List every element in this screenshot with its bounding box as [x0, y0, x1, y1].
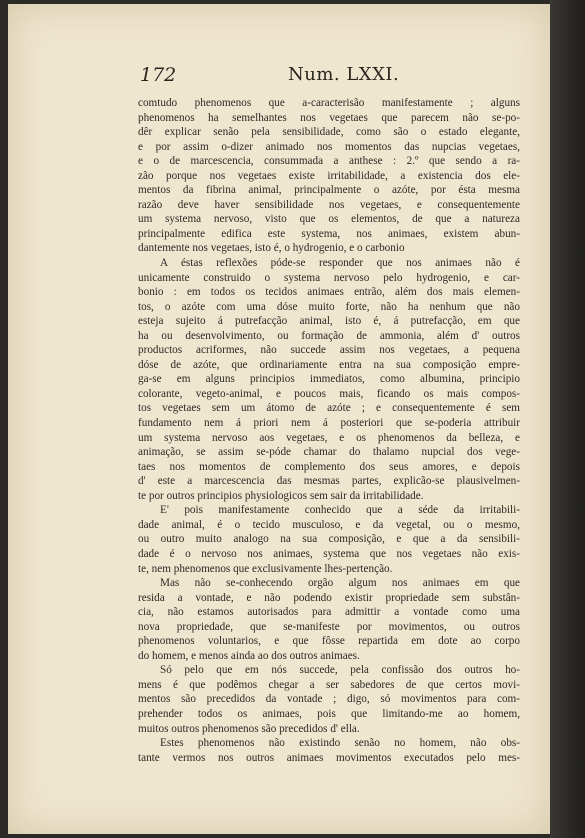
text-line: um systema nervoso aos vegetaes, e os phenomenos da belleza, e: [138, 431, 520, 444]
text-line: ga-se em alguns principios immediatos, como albumina, principio: [138, 373, 520, 386]
book-page: [8, 4, 550, 834]
text-line: resida a vontade, e não podendo existir propriedade sem substân-: [138, 591, 520, 604]
text-line: animação, se assim se-póde chamar do thalamo nupcial dos vege-: [138, 446, 520, 459]
text-line: do homem, e menos ainda ao dos outros animaes.: [138, 649, 360, 662]
text-line: Só pelo que em nós succede, pela confissão dos outros ho-: [160, 664, 520, 677]
text-line: mentos são precedidos da vontade ; digo, só movimentos para com-: [138, 693, 520, 706]
text-line: um systema nervoso, visto que os elementos, de que a natureza: [138, 213, 520, 226]
text-line: te por outros principios physiologicos sem sair da irritabilidade.: [138, 489, 424, 502]
text-line: phenomenos ha semelhantes nos vegetaes que parecem não se-po-: [138, 111, 520, 124]
text-line: taes nos momentos de complemento dos seus amores, e depois: [138, 460, 520, 473]
text-line: productos acriformes, não succede assim nos vegetaes, a pequena: [138, 344, 520, 357]
text-line: E' pois manifestamente conhecido que a séde da irritabili-: [160, 504, 520, 517]
page-edge: [550, 0, 585, 838]
text-line: dóse de azóte, que ordinariamente entra na sua composição empre-: [138, 358, 520, 371]
page-header: [140, 64, 520, 88]
text-line: tos, o azóte com uma dóse muito forte, não ha nenhum que não: [138, 300, 520, 313]
text-line: dêr explicar senão pela sensibilidade, como são o estado elegante,: [138, 126, 520, 139]
text-line: prehender todos os animaes, pois que limitando-me ao homem,: [138, 707, 520, 720]
text-line: tante vermos nos outros animaes movimentos executados pelo mes-: [138, 751, 520, 764]
paragraph: [138, 576, 520, 663]
text-line: ha ou desenvolvimento, ou formação de ammonia, além d' outros: [138, 329, 520, 342]
text-line: nova propriedade, que se-manifeste por movimentos, ou outros: [138, 620, 520, 633]
text-line: Estes phenomenos não existindo senão no homem, não obs-: [160, 737, 520, 750]
text-line: cia, não estamos autorisados para admittir a vontade como uma: [138, 606, 520, 619]
text-line: ou outro muito analogo na sua composição, e que a da sensibili-: [138, 533, 520, 546]
text-line: principalmente edifica este systema, nos animaes, existem abun-: [138, 227, 520, 240]
running-head: Num. LXXI.: [288, 64, 400, 85]
text-line: zão porque nos vegetaes existe irritabilidade, a existencia dos ele-: [138, 169, 520, 182]
text-line: mens é que podêmos chegar a ser sabedores de que certos movi-: [138, 678, 520, 691]
text-line: dantemente nos vegetaes, isto é, o hydrogenio, e o carbonio: [138, 242, 405, 255]
text-line: A éstas reflexões póde-se responder que nos animaes não é: [160, 257, 520, 270]
text-line: comtudo phenomenos que a-caracterisão manifestamente ; alguns: [138, 97, 520, 109]
text-line: bonio : em todos os tecidos animaes entrão, além dos mais elemen-: [138, 286, 520, 299]
paragraph: [138, 663, 520, 736]
text-line: dade é o nervoso nos animaes, systema que nos vegetaes não exis-: [138, 547, 520, 560]
text-line: te, nem phenomenos que exclusivamente lhes-pertenção.: [138, 562, 393, 575]
page-number: 172: [140, 64, 177, 86]
text-line: dade animal, é o tecido musculoso, e da vegetal, ou o mesmo,: [138, 518, 520, 531]
text-line: muitos outros phenomenos são precedidos d' ella.: [138, 722, 360, 735]
text-line: esteja sujeito á putrefacção animal, isto é, á putrefacção, em que: [138, 315, 520, 328]
text-line: d' este a marcescencia das mesmas partes, explicão-se plausivelmen-: [138, 475, 520, 488]
text-line: unicamente construido o systema nervoso pelo hydrogenio, e car-: [138, 271, 520, 284]
paragraph: [138, 503, 520, 576]
text-line: fundamento nem á priori nem á posteriori que se-poderia attribuir: [138, 417, 520, 430]
paragraph: [138, 256, 520, 503]
text-line: Mas não se-conhecendo orgão algum nos animaes em que: [160, 577, 520, 590]
paragraph: [138, 736, 520, 765]
text-line: e o de marcescencia, consummada a anthese : 2.º que sendo a ra-: [138, 155, 520, 168]
text-line: colorante, vegeto-animal, e poucos mais, ficando os mais compos-: [138, 387, 520, 400]
body-text: [138, 96, 520, 765]
text-line: tos vegetaes sem um átomo de azóte ; e consequentemente é sem: [138, 402, 520, 415]
text-line: e por assim o-dizer animado nos momentos das nupcias vegetaes,: [138, 140, 520, 153]
text-line: razão deve haver sensibilidade nos vegetaes, e consequentemente: [138, 198, 520, 211]
text-line: mentos da fibrina animal, principalmente o azóte, por ésta mesma: [138, 184, 520, 197]
text-line: phenomenos voluntarios, e que fôsse repartida em dote ao corpo: [138, 635, 520, 648]
paragraph: [138, 96, 520, 256]
